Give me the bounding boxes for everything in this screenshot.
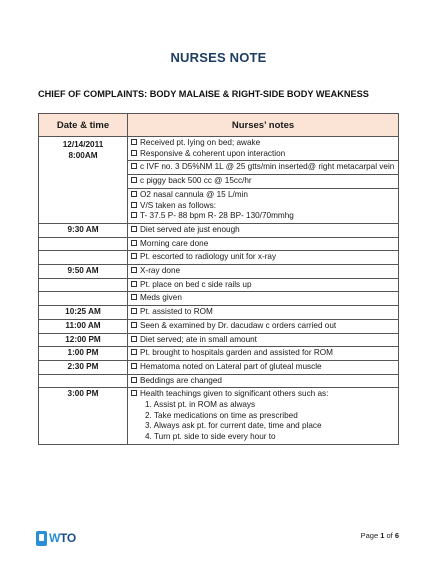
checkbox-icon bbox=[131, 163, 137, 169]
list-item: Received pt. lying on bed; awake bbox=[131, 138, 395, 149]
checkbox-icon bbox=[131, 191, 137, 197]
list-item: Pt. place on bed c side rails up bbox=[131, 280, 395, 291]
wto-logo bbox=[36, 529, 76, 547]
list-item: c piggy back 500 cc @ 15cc/hr bbox=[131, 176, 395, 187]
header-date-time: Date & time bbox=[39, 114, 128, 137]
time-cell: 2:30 PM bbox=[39, 360, 128, 374]
list-item: Meds given bbox=[131, 293, 395, 304]
checkbox-icon bbox=[131, 281, 137, 287]
header-nurses-notes: Nurses’ notes bbox=[128, 114, 399, 137]
list-item: Diet served; ate in small amount bbox=[131, 335, 395, 346]
list-item: Seen & examined by Dr. dacudaw c orders carried out bbox=[131, 321, 395, 332]
list-item: X-ray done bbox=[131, 266, 395, 277]
teaching-item: 3. Always ask pt. for current date, time and place bbox=[145, 421, 322, 431]
checkbox-icon bbox=[131, 349, 137, 355]
nurses-notes-table bbox=[38, 113, 399, 445]
teaching-item: 1. Assist pt. in ROM as always bbox=[145, 400, 256, 410]
checkbox-icon bbox=[131, 322, 137, 328]
table-row bbox=[39, 265, 399, 279]
note-cell bbox=[128, 265, 399, 279]
table-row bbox=[39, 137, 399, 161]
checkbox-icon bbox=[131, 240, 137, 246]
list-item: Pt. assisted to ROM bbox=[131, 307, 395, 318]
list-item: Morning care done bbox=[131, 239, 395, 250]
table-row bbox=[39, 347, 399, 361]
note-cell bbox=[128, 251, 399, 265]
note-cell bbox=[128, 374, 399, 388]
table-header-row bbox=[39, 114, 399, 137]
checkbox-icon bbox=[131, 253, 137, 259]
table-row bbox=[39, 360, 399, 374]
note-cell bbox=[128, 347, 399, 361]
table-row bbox=[39, 251, 399, 265]
note-cell bbox=[128, 237, 399, 251]
time-cell: 11:00 AM bbox=[39, 319, 128, 333]
time-cell bbox=[39, 292, 128, 306]
note-cell bbox=[128, 175, 399, 189]
teaching-item: 2. Take medications on time as prescribed bbox=[145, 410, 298, 420]
chief-complaints-heading: CHIEF OF COMPLAINTS: BODY MALAISE & RIGHT-SIDE BODY WEAKNESS bbox=[38, 89, 369, 99]
list-item: Beddings are changed bbox=[131, 376, 395, 387]
time-cell: 9:50 AM bbox=[39, 265, 128, 279]
table-row bbox=[39, 374, 399, 388]
time-cell bbox=[39, 251, 128, 265]
document-logo-icon bbox=[36, 531, 47, 546]
time-cell: 9:30 AM bbox=[39, 223, 128, 237]
list-item: Hematoma noted on Lateral part of gluteal muscle bbox=[131, 362, 395, 373]
note-cell bbox=[128, 388, 399, 445]
checkbox-icon bbox=[131, 267, 137, 273]
table-row bbox=[39, 319, 399, 333]
checkbox-icon bbox=[131, 308, 137, 314]
table-row bbox=[39, 292, 399, 306]
time-cell: 10:25 AM bbox=[39, 306, 128, 320]
checkbox-icon bbox=[131, 390, 137, 396]
note-cell bbox=[128, 223, 399, 237]
list-item: O2 nasal cannula @ 15 L/min bbox=[131, 190, 395, 201]
teaching-item: 4. Turn pt. side to side every hour to bbox=[145, 432, 276, 442]
checkbox-icon bbox=[131, 377, 137, 383]
time-cell bbox=[39, 374, 128, 388]
table-row bbox=[39, 388, 399, 445]
note-cell bbox=[128, 360, 399, 374]
date-text: 12/14/2011 bbox=[62, 140, 104, 149]
checkbox-icon bbox=[131, 202, 137, 208]
checkbox-icon bbox=[131, 226, 137, 232]
note-cell bbox=[128, 333, 399, 347]
document-title: NURSES NOTE bbox=[170, 50, 267, 65]
list-item: Pt. brought to hospitals garden and assisted for ROM bbox=[131, 348, 395, 359]
list-item: Responsive & coherent upon interaction bbox=[131, 149, 395, 160]
checkbox-icon bbox=[131, 150, 137, 156]
page-number: Page 1 of 6 bbox=[360, 531, 399, 540]
note-cell bbox=[128, 188, 399, 223]
checkbox-icon bbox=[131, 363, 137, 369]
time-cell: 12:00 PM bbox=[39, 333, 128, 347]
list-item: Health teachings given to significant others such as: bbox=[131, 389, 395, 400]
list-item: Pt. escorted to radiology unit for x-ray bbox=[131, 252, 395, 263]
table-row bbox=[39, 237, 399, 251]
list-item: T- 37.5 P- 88 bpm R- 28 BP- 130/70mmhg bbox=[131, 211, 395, 222]
note-cell bbox=[128, 137, 399, 161]
time-cell bbox=[39, 278, 128, 292]
checkbox-icon bbox=[131, 294, 137, 300]
note-cell bbox=[128, 306, 399, 320]
list-item: V/S taken as follows: bbox=[131, 201, 395, 212]
checkbox-icon bbox=[131, 212, 137, 218]
time-text: 8:00AM bbox=[68, 150, 98, 160]
table-row bbox=[39, 278, 399, 292]
time-cell: 1:00 PM bbox=[39, 347, 128, 361]
checkbox-icon bbox=[131, 336, 137, 342]
note-cell bbox=[128, 278, 399, 292]
list-item: Diet served ate just enough bbox=[131, 225, 395, 236]
time-cell bbox=[39, 237, 128, 251]
checkbox-icon bbox=[131, 177, 137, 183]
checkbox-icon bbox=[131, 139, 137, 145]
note-cell bbox=[128, 319, 399, 333]
logo-text: WTO bbox=[49, 531, 76, 545]
note-cell bbox=[128, 161, 399, 175]
note-cell bbox=[128, 292, 399, 306]
time-cell: 3:00 PM bbox=[39, 388, 128, 445]
list-item: c IVF no. 3 D5%NM 1L @ 25 gtts/min inserted@ right metacarpal vein bbox=[131, 162, 395, 173]
table-row bbox=[39, 306, 399, 320]
time-cell bbox=[39, 137, 128, 224]
table-row bbox=[39, 333, 399, 347]
table-row bbox=[39, 223, 399, 237]
